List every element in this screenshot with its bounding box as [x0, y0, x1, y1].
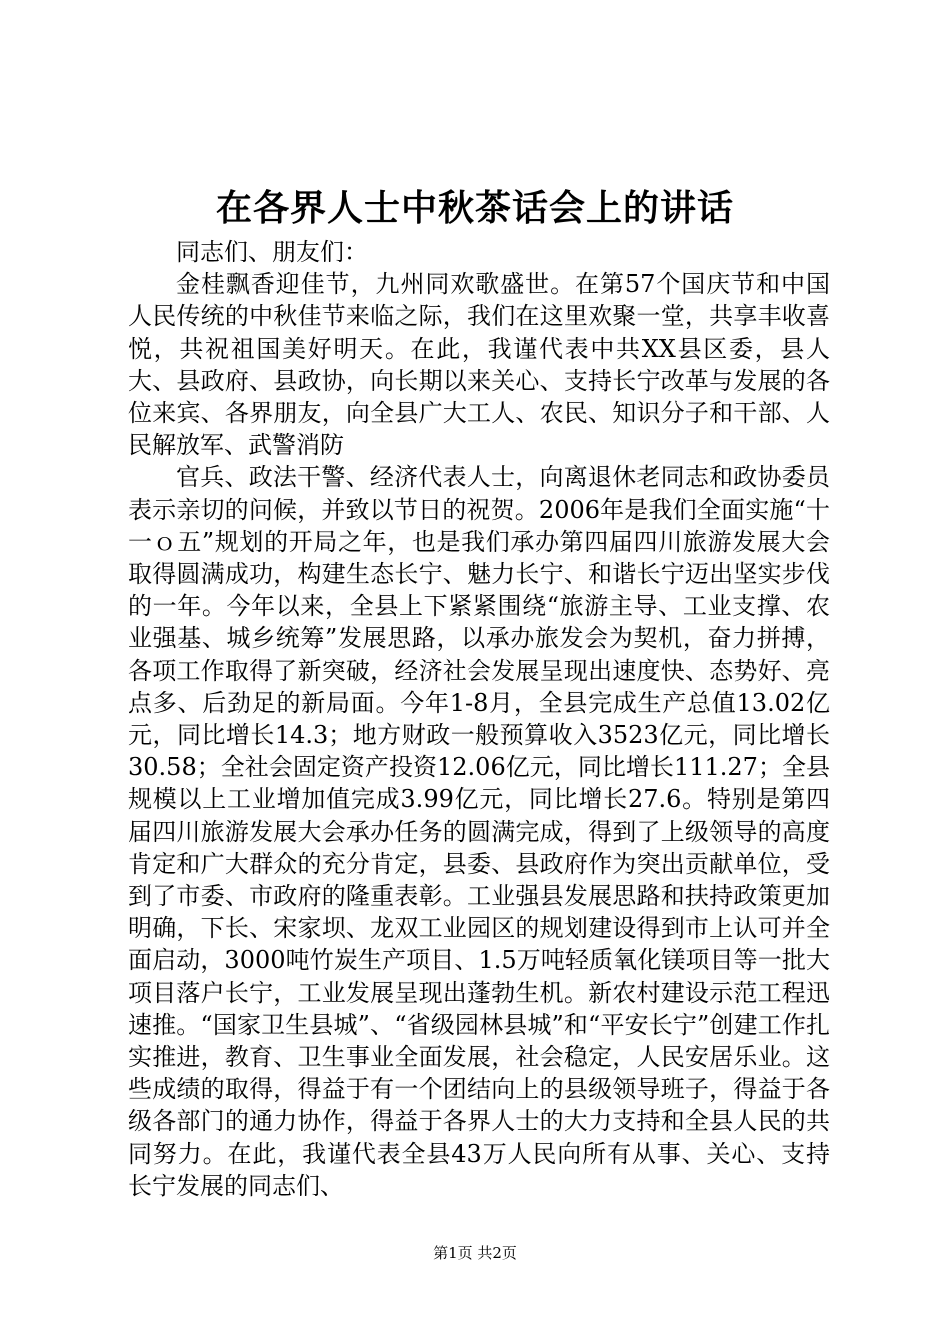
salutation: 同志们、朋友们：	[176, 238, 368, 266]
document-title: 在各界人士中秋茶话会上的讲话	[215, 187, 734, 229]
paragraph-1: 金桂飘香迎佳节，九州同欢歌盛世。在第57个国庆节和中国人民传统的中秋佳节来临之际，我们在这里欢聚一堂，共享丰收喜悦，共祝祖国美好明天。在此，我谨代表中共XX县区委，县人大、县政府、县政协，向长期以来关心、支持长宁改革与发展的各位来宾、各界朋友，向全县广大工人、农民、知识分子和干部、人民解放军、武警消防	[128, 270, 830, 460]
document-body	[128, 236, 830, 1202]
page-footer: 第1页 共2页	[433, 1244, 517, 1262]
paragraph-2: 官兵、政法干警、经济代表人士，向离退休老同志和政协委员表示亲切的问候，并致以节日的祝贺。2006年是我们全面实施“十一ｏ五”规划的开局之年，也是我们承办第四届四川旅游发展大会取得圆满成功，构建生态长宁、魅力长宁、和谐长宁迈出坚实步伐的一年。今年以来，全县上下紧紧围绕“旅游主导、工业支撑、农业强基、城乡统筹”发展思路，以承办旅发会为契机，奋力拼搏，各项工作取得了新突破，经济社会发展呈现出速度快、态势好、亮点多、后劲足的新局面。今年1-8月，全县完成生产总值13.02亿元，同比增长14.3；地方财政一般预算收入3523亿元，同比增长30.58；全社会固定资产投资12.06亿元，同比增长111.27；全县规模以上工业增加值完成3.99亿元，同比增长27.6。特别是第四届四川旅游发展大会承办任务的圆满完成，得到了上级领导的高度肯定和广大群众的充分肯定，县委、县政府作为突出贡献单位，受到了市委、市政府的隆重表彰。工业强县发展思路和扶持政策更加明确，下长、宋家坝、龙双工业园区的规划建设得到市上认可并全面启动，3000吨竹炭生产项目、1.5万吨轻质氧化镁项目等一批大项目落户长宁，工业发展呈现出蓬勃生机。新农村建设示范工程迅速推。“国家卫生县城”、“省级园林县城”和“平安长宁”创建工作扎实推进，教育、卫生事业全面发展，社会稳定，人民安居乐业。这些成绩的取得，得益于有一个团结向上的县级领导班子，得益于各级各部门的通力协作，得益于各界人士的大力支持和全县人民的共同努力。在此，我谨代表全县43万人民向所有从事、关心、支持长宁发展的同志们、	[128, 463, 830, 1200]
